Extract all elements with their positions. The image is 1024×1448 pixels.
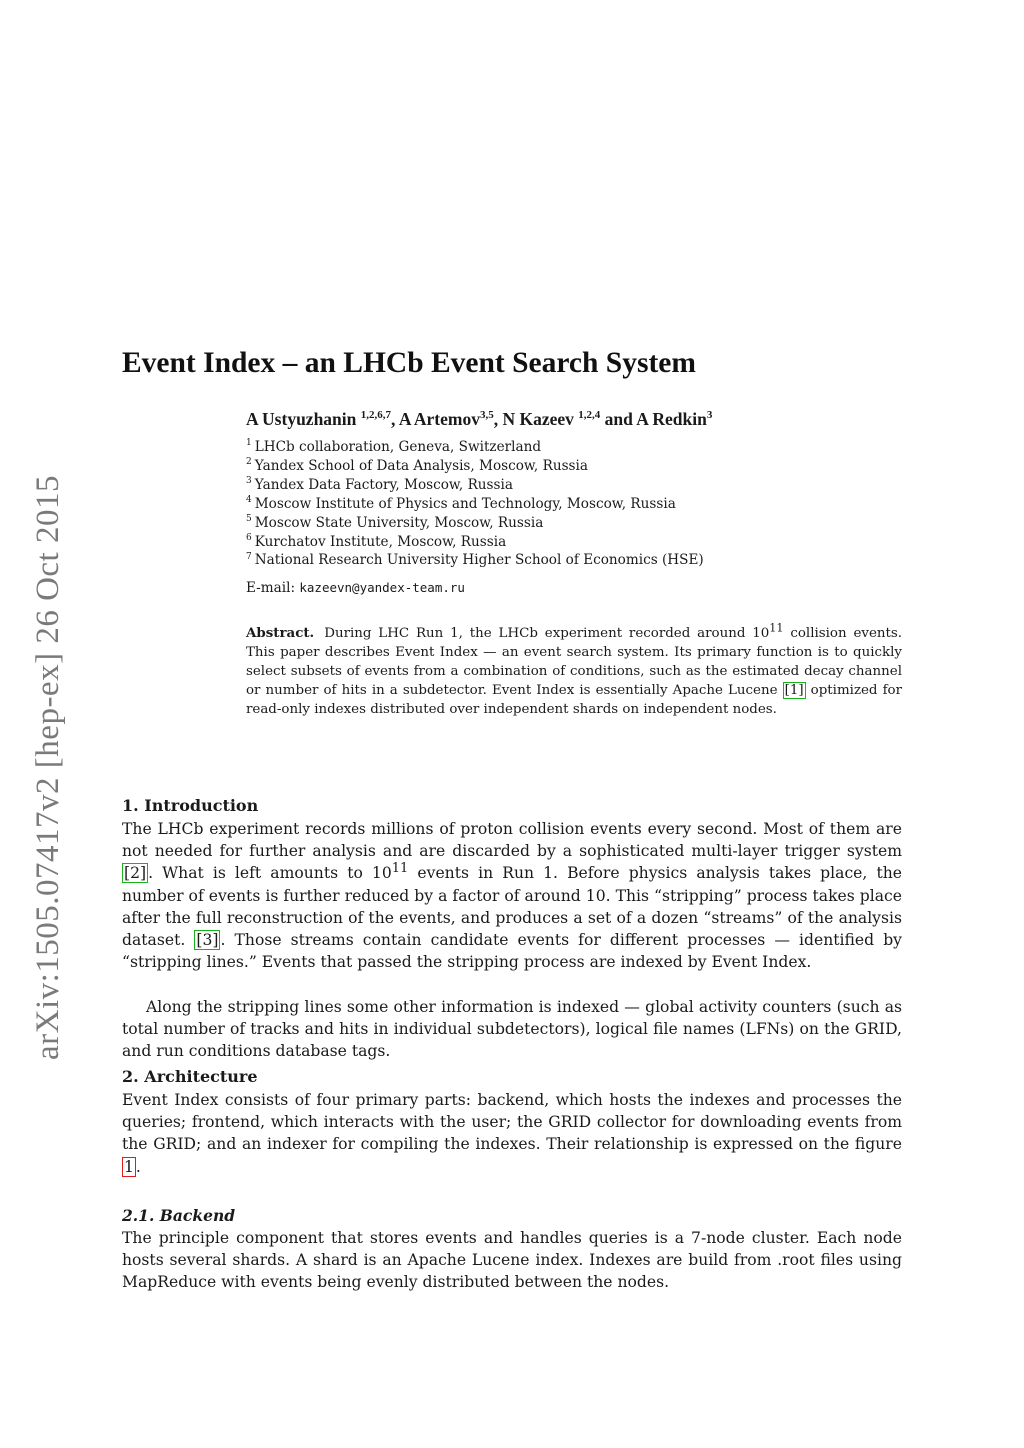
email-label: E-mail: bbox=[246, 580, 296, 596]
subsection-heading-backend: 2.1. Backend bbox=[122, 1206, 236, 1225]
affiliation: $^4$ Moscow Institute of Physics and Technology, Moscow, Russia bbox=[246, 495, 676, 512]
contact-email bbox=[246, 580, 465, 596]
affiliation-list bbox=[246, 438, 704, 570]
section-heading-architecture: 2. Architecture bbox=[122, 1067, 258, 1086]
author-list: A Ustyuzhanin $^{1,2,6,7}$, A Artemov$^{3,5}$, N Kazeev $^{1,2,4}$ and A Redkin$^3$ bbox=[246, 409, 713, 429]
abstract: Abstract. During LHC Run 1, the LHCb experiment recorded around $10^{11}$ collision events. This paper describes Event Index — an event search system. Its primary function is to quickly select subsets of events from a combination of conditions, such as the estimated decay channel or number of hits in a subdetector. Event Index is essentially Apache Lucene [1] optimized for read-only indexes distributed over independent shards on independent nodes. bbox=[246, 621, 902, 717]
figure-link[interactable]: 1 bbox=[124, 1157, 134, 1176]
intro-paragraph-2: Along the stripping lines some other information is indexed — global activity counters (such as total number of tracks and hits in individual subdetectors), logical file names (LFNs) on the GRID, and run conditions database tags. bbox=[122, 998, 902, 1061]
author-name: N Kazeev bbox=[502, 409, 574, 429]
section-heading-introduction: 1. Introduction bbox=[122, 796, 259, 815]
author-affil-sup: 1,2,6,7 bbox=[360, 409, 392, 422]
citation-link[interactable]: [2] bbox=[124, 864, 147, 883]
affiliation: $^6$ Kurchatov Institute, Moscow, Russia bbox=[246, 533, 507, 550]
abstract-label: Abstract. bbox=[246, 625, 315, 641]
author-affil-sup: 1,2,4 bbox=[578, 409, 601, 422]
affiliation: $^3$ Yandex Data Factory, Moscow, Russia bbox=[246, 476, 513, 493]
architecture-paragraph: Event Index consists of four primary parts: backend, which hosts the indexes and processes the queries; frontend, which interacts with the user; the GRID collector for downloading events from the GRID; and an indexer for compiling the indexes. Their relationship is expressed on the figure 1 . bbox=[122, 1091, 902, 1176]
paper-title: Event Index – an LHCb Event Search System bbox=[122, 347, 696, 379]
citation-link[interactable]: [3] bbox=[196, 931, 219, 950]
affiliation: $^1$ LHCb collaboration, Geneva, Switzerland bbox=[246, 438, 542, 455]
author-affil-sup: 3 bbox=[706, 409, 713, 422]
citation-link[interactable]: [1] bbox=[784, 683, 804, 698]
affiliation: $^5$ Moscow State University, Moscow, Russia bbox=[246, 514, 544, 531]
author-name: A Artemov bbox=[398, 409, 480, 429]
affiliation: $^7$ National Research University Higher School of Economics (HSE) bbox=[246, 551, 704, 569]
intro-paragraph-1: The LHCb experiment records millions of proton collision events every second. Most of them are not needed for further analysis and are discarded by a sophisticated multi-layer trigger system [2] . What is left amounts to $10^{11}$ events in Run 1. Before physics analysis takes place, the number of events is further reduced by a factor of around 10. This “stripping” process takes place after the full reconstruction of the events, and produces a set of a dozen “streams” of the analysis dataset. [3] . Those streams contain candidate events for different processes — identified by “stripping lines.” Events that passed the stripping process are indexed by Event Index. bbox=[122, 820, 902, 972]
author-name: A Ustyuzhanin bbox=[246, 409, 357, 429]
author-affil-sup: 3,5 bbox=[479, 409, 494, 422]
arxiv-stamp: arXiv:1505.07417v2 [hep-ex] 26 Oct 2015 bbox=[30, 475, 66, 1060]
backend-paragraph: The principle component that stores events and handles queries is a 7-node cluster. Each node hosts several shards. A shard is an Apache Lucene index. Indexes are build from .root files using MapReduce with events being evenly distributed between the nodes. bbox=[122, 1229, 902, 1292]
email-address[interactable]: kazeevn@yandex-team.ru bbox=[299, 580, 465, 595]
affiliation: $^2$ Yandex School of Data Analysis, Moscow, Russia bbox=[246, 457, 588, 474]
author-name: A Redkin bbox=[636, 409, 707, 429]
